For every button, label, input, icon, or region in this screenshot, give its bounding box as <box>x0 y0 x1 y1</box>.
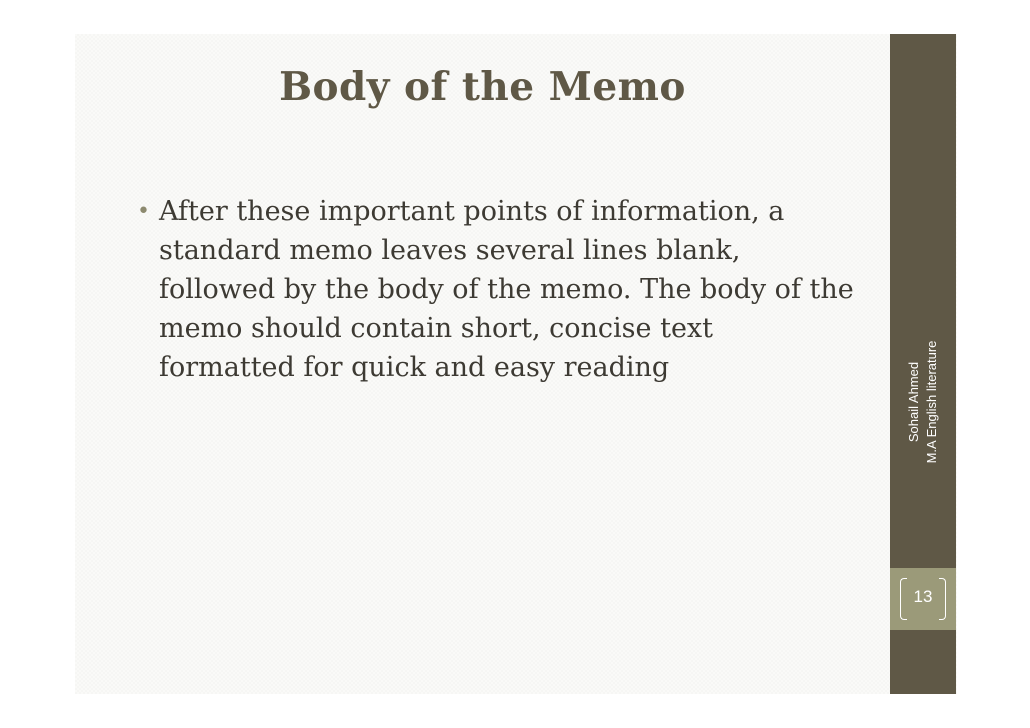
slide-content-area <box>75 34 957 694</box>
page-number-box <box>890 568 956 630</box>
slide-title: Body of the Memo <box>279 64 686 110</box>
bullet-list <box>135 192 855 387</box>
bullet-item <box>135 192 855 387</box>
author-subtitle: M.A English literature <box>924 340 939 464</box>
author-name: Sohail Ahmed <box>906 361 921 443</box>
page-number: 13 <box>913 587 933 606</box>
bullet-text: After these important points of information, a standard memo leaves several lines blank, followed by the body of the memo. The body of the memo should contain short, concise text formatted for quick and easy reading <box>159 196 854 383</box>
right-bracket-icon <box>939 578 946 620</box>
bullet-dot-icon: • <box>137 199 150 224</box>
sidebar-credits <box>905 341 941 464</box>
